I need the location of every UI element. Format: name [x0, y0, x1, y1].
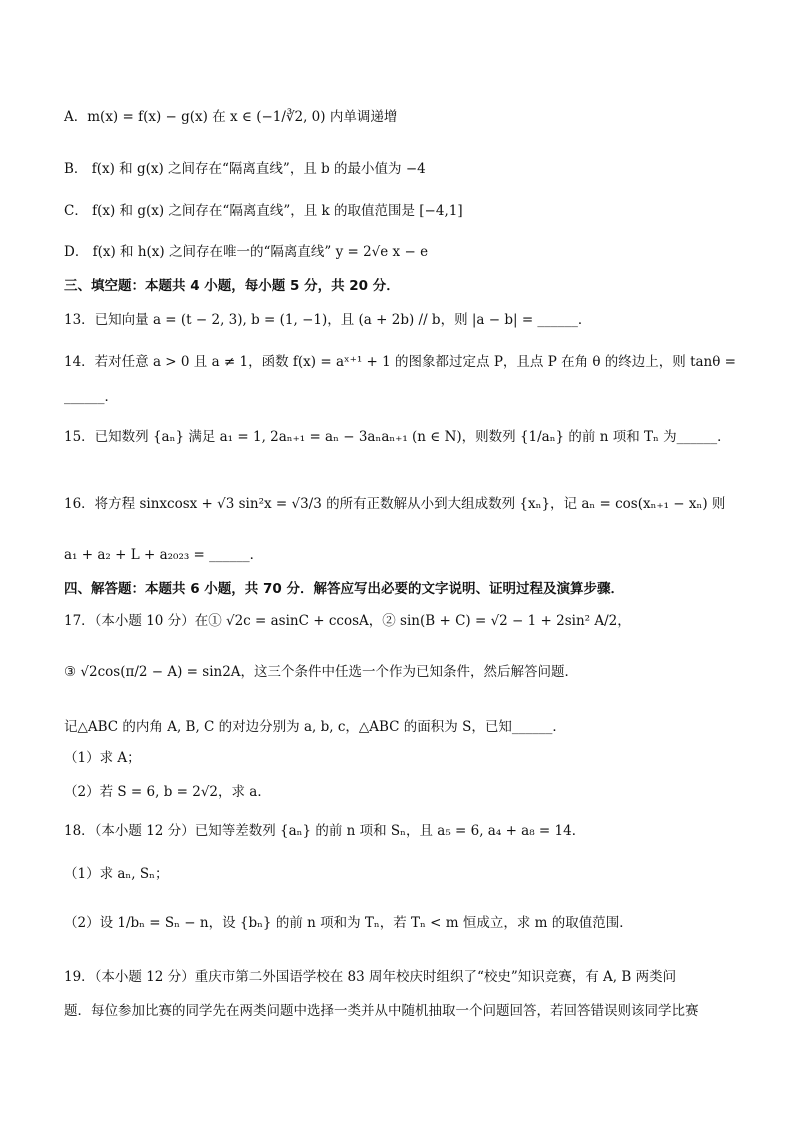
option-a: A．m(x) = f(x) − g(x) 在 x ∈ (−1/∛2, 0) 内单调递增: [64, 109, 398, 125]
question-18-line1: 18．（本小题 12 分）已知等差数列 {aₙ} 的前 n 项和 Sₙ，且 a₅ = 6, a₄ + a₈ = 14．: [64, 823, 586, 839]
question-19-line2: 题．每位参加比赛的同学先在两类问题中选择一类并从中随机抽取一个问题回答，若回答错误则该同学比赛: [64, 1003, 699, 1019]
question-17-part2: （2）若 S = 6, b = 2√2，求 a．: [64, 784, 271, 800]
question-14-line1: 14．若对任意 a > 0 且 a ≠ 1，函数 f(x) = aˣ⁺¹ + 1 的图象都过定点 P，且点 P 在角 θ 的终边上，则 tanθ =: [64, 354, 736, 370]
section3-heading: 三、填空题：本题共 4 小题，每小题 5 分，共 20 分．: [64, 278, 400, 294]
option-b: B． f(x) 和 g(x) 之间存在“隔离直线”，且 b 的最小值为 −4: [64, 161, 426, 177]
question-13: 13．已知向量 a = (t − 2, 3), b = (1, −1)，且 (a + 2b) // b，则 |a − b| = ______．: [64, 312, 592, 328]
question-17-line3: 记△ABC 的内角 A, B, C 的对边分别为 a, b, c，△ABC 的面积为 S，已知______．: [64, 719, 566, 735]
question-17-line1: 17．（本小题 10 分）在① √2c = asinC + ccosA，② sin(B + C) = √2 − 1 + 2sin² A/2，: [64, 613, 631, 629]
question-15: 15．已知数列 {aₙ} 满足 a₁ = 1, 2aₙ₊₁ = aₙ − 3aₙaₙ₊₁ (n ∈ N)，则数列 {1/aₙ} 的前 n 项和 Tₙ 为______．: [64, 429, 731, 445]
question-16-line2: a₁ + a₂ + L + a₂₀₂₃ = ______．: [64, 547, 264, 563]
question-16-line1: 16．将方程 sinxcosx + √3 sin²x = √3/3 的所有正数解从小到大组成数列 {xₙ}，记 aₙ = cos(xₙ₊₁ − xₙ) 则: [64, 496, 726, 512]
question-14-line2: ______．: [64, 389, 118, 405]
question-19-line1: 19．（本小题 12 分）重庆市第二外国语学校在 83 周年校庆时组织了“校史”知识竞赛，有 A, B 两类问: [64, 969, 677, 985]
question-17-line2: ③ √2cos(π/2 − A) = sin2A，这三个条件中任选一个作为已知条件，然后解答问题．: [64, 664, 579, 680]
option-d: D． f(x) 和 h(x) 之间存在唯一的“隔离直线” y = 2√e x − e: [64, 244, 429, 260]
section4-heading: 四、解答题：本题共 6 小题，共 70 分．解答应写出必要的文字说明、证明过程及演算步骤．: [64, 581, 624, 597]
question-18-part2: （2）设 1/bₙ = Sₙ − n，设 {bₙ} 的前 n 项和为 Tₙ，若 Tₙ < m 恒成立，求 m 的取值范围．: [64, 915, 633, 931]
question-17-part1: （1）求 A；: [64, 750, 141, 766]
question-18-part1: （1）求 aₙ, Sₙ；: [64, 866, 169, 882]
option-c: C． f(x) 和 g(x) 之间存在“隔离直线”，且 k 的取值范围是 [−4,1]: [64, 203, 463, 219]
